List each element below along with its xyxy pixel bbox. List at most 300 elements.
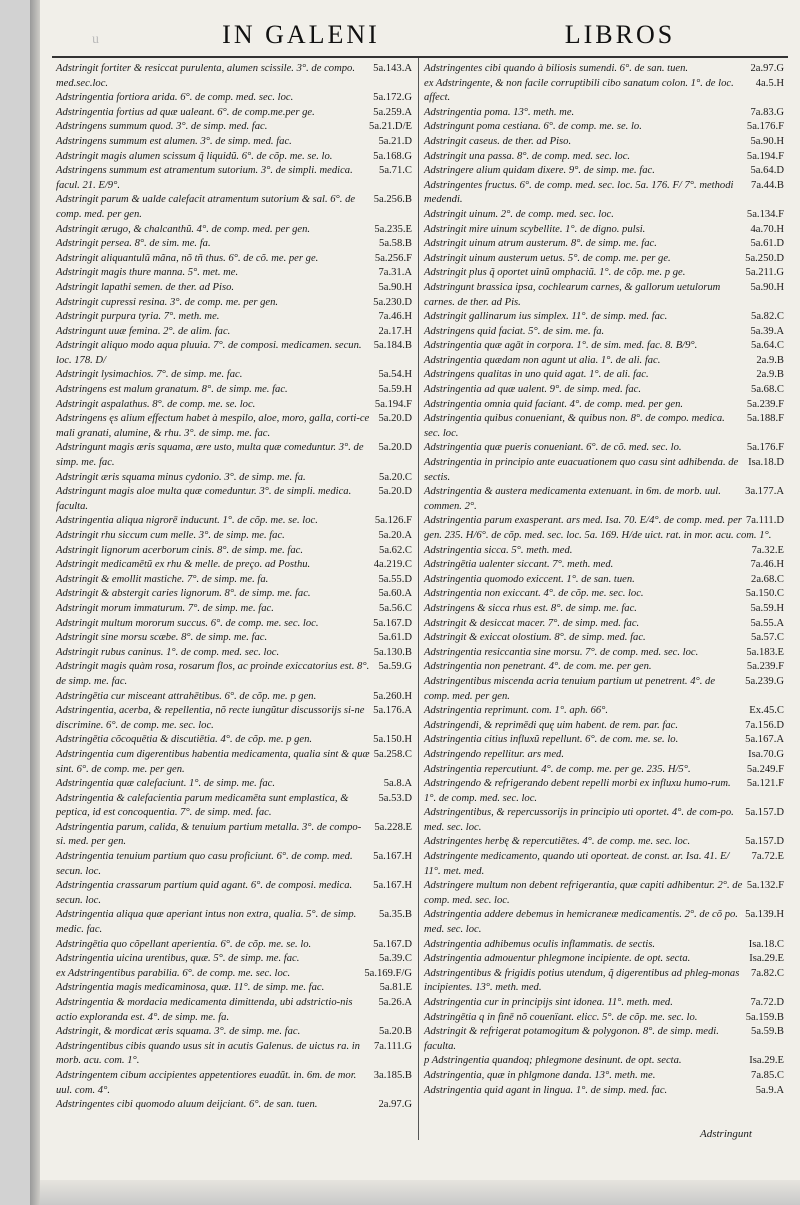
entry-reference: 5a.64.C: [751, 340, 784, 352]
entry-reference: 5a.126.F: [374, 515, 412, 527]
index-entry: [424, 310, 784, 325]
index-entry: [56, 325, 412, 340]
entry-reference: 5a.71.C: [379, 165, 412, 177]
entry-reference: 5a.21.D: [378, 135, 412, 147]
index-entry: [56, 777, 412, 792]
index-entry: [56, 996, 412, 1025]
entry-text: Adstringit gallinarum ius simplex. 11°. de simp. med. fac.: [424, 311, 668, 323]
index-entry: [56, 164, 412, 193]
index-entry: [424, 383, 784, 398]
entry-reference: 5a.59.G: [378, 661, 412, 673]
index-entry: [424, 908, 784, 937]
entry-reference: 5a.8.A: [383, 778, 412, 790]
entry-text: Adstringentibus miscenda acria tenuium partium ut penetrent. 4°. de comp. med. per gen.: [424, 675, 716, 702]
index-entry: [56, 704, 412, 733]
entry-text: Adstringit sine morsu scæbe. 8°. de simp. me. fac.: [56, 632, 268, 644]
index-entry: [424, 281, 784, 310]
index-entry: [424, 150, 784, 165]
index-entry: [424, 485, 784, 514]
entry-text: Adstringit parum & ualde calefacit atramentum sutorium & sal. 6°. de comp. med. per gen.: [56, 194, 356, 220]
index-entry: [424, 456, 784, 485]
entry-reference: 5a.59.H: [378, 384, 412, 396]
entry-text: Adstringētia cur misceant attrahētibus. 6°. de cõp. me. p gen.: [56, 690, 317, 702]
index-entry: [56, 485, 412, 514]
index-entry: [424, 675, 784, 704]
entry-text: Adstringit magis alumen scissum q̃ liquidũ. 6°. de cõp. me. se. lo.: [56, 150, 333, 162]
entry-reference: 5a.61.D: [750, 238, 784, 250]
index-entry: [424, 514, 784, 543]
entry-text: Adstringentes cibi quando à biliosis sumendi. 6°. de san. tuen.: [424, 63, 689, 74]
entry-text: Adstringit cupressi resina. 3°. de comp. me. per gen.: [56, 296, 279, 308]
entry-reference: 5a.20.C: [379, 471, 412, 483]
entry-text: Adstringentia & calefacientia parum medicamēta sunt emplastica, & peptica, id est concoquentia. 7°. de simp. med. fac.: [56, 792, 349, 819]
entry-text: Adstringentia cum digerentibus habentia medicamenta, qualia sint & quæ sint. 6°. de comp. me. per gen.: [56, 748, 370, 775]
entry-reference: 5a.143.A: [373, 63, 412, 74]
index-entry: [56, 281, 412, 296]
entry-reference: 5a.21.D/E: [369, 121, 412, 133]
header-rule: [52, 56, 788, 58]
index-entry: [424, 617, 784, 632]
running-header-right: LIBROS: [564, 20, 676, 49]
entry-text: Adstringit & abstergit caries lignorum. 8°. de simp. me. fac.: [56, 588, 311, 600]
entry-reference: 5a.211.G: [745, 267, 784, 279]
index-entry: [56, 398, 412, 413]
index-entry: [56, 631, 412, 646]
index-entry: [56, 981, 412, 996]
entry-reference: 5a.39.C: [379, 953, 412, 965]
entry-text: Adstringit & desiccat macer. 7°. de simp. med. fac.: [424, 617, 640, 629]
entry-reference: 7a.156.D: [745, 719, 784, 731]
entry-reference: 5a.26.A: [378, 997, 412, 1008]
entry-reference: 5a.194.F: [374, 398, 412, 410]
entry-reference: 5a.134.F: [746, 208, 784, 220]
index-entry: [56, 296, 412, 311]
index-entry: [424, 748, 784, 763]
index-entry: [56, 106, 412, 121]
entry-text: Adstringit magis thure manna. 5°. met. me.: [56, 267, 239, 279]
index-entry: [56, 193, 412, 222]
entry-text: Adstringit aliquantulũ mãna, nõ tñ thus. 6°. de cõ. me. per ge.: [56, 252, 319, 264]
index-entry: [424, 631, 784, 646]
entry-text: Adstringentia, quæ in phlgmone danda. 13°. meth. me.: [424, 1069, 656, 1081]
index-entry: [424, 106, 784, 121]
entry-text: Adstringentia resiccantia sine morsu. 7°. de comp. med. sec. loc.: [424, 646, 699, 658]
entry-text: Adstringētia quo cõpellant aperientia. 6°. de cõp. me. se. lo.: [56, 938, 312, 950]
entry-reference: 2a.68.C: [751, 573, 784, 585]
index-entry: [56, 471, 412, 486]
entry-reference: 5a.169.F/G: [364, 967, 412, 979]
entry-reference: 5a.167.H: [373, 880, 412, 892]
entry-reference: 5a.90.H: [378, 281, 412, 293]
index-entry: [424, 602, 784, 617]
entry-text: Adstringētia ualenter siccant. 7°. meth. med.: [424, 559, 614, 571]
entry-text: Adstringens summum est atramentum sutorium. 3°. de simpli. medica. facul. 21. E/9°.: [56, 165, 353, 191]
entry-reference: 5a.183.E: [746, 646, 784, 658]
index-entry: [56, 967, 412, 982]
entry-text: Adstringit persea. 8°. de sim. me. fa.: [56, 238, 211, 250]
entry-text: Adstringit, & mordicat æris squama. 3°. de simp. me. fac.: [56, 1026, 301, 1038]
entry-text: Adstringit rhu siccum cum melle. 3°. de simp. me. fac.: [56, 530, 285, 541]
index-entry: [56, 617, 412, 632]
entry-reference: 5a.176.F: [746, 121, 784, 133]
entry-reference: 5a.35.B: [379, 909, 412, 921]
index-entry: [56, 733, 412, 748]
index-entry: [424, 1025, 784, 1054]
entry-text: Adstringente medicamento, quando uti oporteat. de const. ar. Isa. 41. E/ 11°. met. med.: [424, 851, 730, 877]
index-entry: [424, 850, 784, 879]
index-entry: [56, 558, 412, 573]
page-bottom-edge: [40, 1180, 800, 1205]
entry-text: Adstringit rubus caninus. 1°. de comp. med. sec. loc.: [56, 646, 280, 658]
index-entry: [56, 938, 412, 953]
entry-text: Adstringit plus q̃ oportet uinũ omphaciũ. 1°. de cõp. me. p ge.: [424, 267, 686, 279]
entry-reference: 5a.176.A: [373, 705, 412, 717]
entry-reference: 5a.60.A: [378, 588, 412, 600]
index-entry: [56, 1040, 412, 1069]
entry-reference: 5a.258.C: [373, 748, 412, 760]
entry-text: Adstringit morum immaturum. 7°. de simp. me. fac.: [56, 602, 274, 614]
entry-reference: 5a.256.B: [373, 194, 412, 206]
index-entry: [424, 120, 784, 135]
entry-reference: Ex.45.C: [749, 705, 784, 717]
entry-reference: 5a.239.F: [746, 661, 784, 673]
entry-reference: 7a.72.E: [751, 851, 784, 863]
entry-reference: 5a.188.F: [746, 413, 784, 425]
entry-reference: 5a.230.D: [373, 296, 412, 308]
index-entry: [424, 62, 784, 77]
entry-text: Adstringit medicamētũ ex rhu & melle. de preço. ad Posthu.: [56, 559, 311, 571]
entry-text: Adstringentia sicca. 5°. meth. med.: [424, 544, 573, 556]
entry-reference: 5a.62.C: [379, 544, 412, 556]
entry-reference: 7a.82.C: [751, 967, 784, 979]
entry-text: Adstringendo & refrigerando debent repelli morbi ex influxu humo-rum. 1°. de comp. med. sec. loc.: [424, 778, 731, 804]
entry-reference: 5a.55.A: [750, 617, 784, 629]
entry-reference: 5a.172.G: [373, 92, 412, 104]
entry-reference: 5a.139.H: [745, 909, 784, 921]
entry-text: Adstringens summum quod. 3°. de simp. med. fac.: [56, 121, 268, 133]
entry-reference: 5a.167.D: [373, 617, 412, 629]
entry-reference: 7a.111.G: [373, 1040, 412, 1052]
index-entry: [56, 792, 412, 821]
entry-text: Adstringit uinum. 2°. de comp. med. sec. loc.: [424, 208, 614, 220]
entry-reference: 7a.72.D: [750, 997, 784, 1008]
index-entry: [424, 398, 784, 413]
index-entry: [424, 208, 784, 223]
entry-reference: Isa.29.E: [749, 1055, 784, 1067]
index-entry: [424, 266, 784, 281]
entry-text: Adstringunt magis aloe multa quæ comeduntur. 3°. de simpli. medica. faculta.: [56, 486, 352, 512]
index-entry: [56, 441, 412, 470]
entry-reference: Isa.70.G: [748, 748, 784, 760]
entry-reference: 5a.132.F: [746, 880, 784, 892]
entry-reference: 5a.167.D: [373, 938, 412, 950]
entry-text: Adstringentem cibum accipientes appetentiores euadũt. in. 6m. de mor. uul. com. 4°.: [56, 1069, 357, 1096]
entry-text: Adstringentibus & frigidis potius utendum, q̃ digerentibus ad phleg-monas incipientes. 13°. meth. med.: [424, 967, 740, 994]
index-entry: [56, 850, 412, 879]
index-entry: [56, 368, 412, 383]
column-divider: [418, 58, 419, 1140]
entry-reference: 5a.58.B: [379, 238, 412, 250]
entry-reference: 5a.68.C: [751, 384, 784, 396]
entry-text: Adstringunt poma cestiana. 6°. de comp. me. se. lo.: [424, 121, 642, 133]
index-entry: [424, 325, 784, 340]
index-column-left: [56, 62, 412, 1113]
entry-reference: 5a.228.E: [374, 821, 412, 833]
index-entry: [424, 704, 784, 719]
entry-text: Adstringentia, acerba, & repellentia, nõ recte iungũtur discussorijs si-ne discrimine. 6°. de comp. me. sec. loc.: [56, 705, 365, 731]
entry-text: Adstringentia citius influxũ repellunt. 6°. de com. me. se. lo.: [424, 734, 679, 746]
index-entry: [56, 310, 412, 325]
entry-reference: 5a.20.D: [378, 413, 412, 425]
index-entry: [424, 646, 784, 661]
entry-text: Adstringentia quæ pueris conueniant. 6°. de cõ. med. sec. lo.: [424, 442, 682, 454]
entry-text: Adstringentia parum exasperant. ars med. Isa. 70. E/4°. de comp. med. per gen. 235. H/6°. de cõp. med. sec. loc. 5a. 169. H/de uict. rat. in mor. acu. com. 1°.: [424, 515, 772, 541]
index-entry: [56, 383, 412, 398]
index-entry: [56, 529, 412, 544]
entry-text: Adstringit caseus. de ther. ad Piso.: [424, 135, 572, 147]
entry-text: Adstringit lapathi semen. de ther. ad Piso.: [56, 281, 235, 293]
entry-reference: 3a.185.B: [373, 1069, 412, 1081]
index-entry: [56, 544, 412, 559]
entry-reference: 5a.176.F: [746, 442, 784, 454]
index-entry: [424, 135, 784, 150]
entry-text: Adstringit multum mororum succus. 6°. de comp. me. sec. loc.: [56, 617, 319, 629]
entry-reference: 5a.59.H: [750, 602, 784, 614]
index-entry: [424, 412, 784, 441]
index-entry: [424, 952, 784, 967]
index-entry: [424, 223, 784, 238]
index-entry: [56, 223, 412, 238]
index-entry: [56, 135, 412, 150]
entry-reference: 2a.9.B: [756, 369, 784, 381]
index-entry: [424, 237, 784, 252]
entry-reference: 5a.239.F: [746, 398, 784, 410]
entry-reference: 5a.9.A: [755, 1084, 784, 1096]
index-entry: [424, 719, 784, 734]
entry-reference: 5a.59.B: [751, 1026, 784, 1038]
index-entry: [424, 441, 784, 456]
entry-text: Adstringit aliquo modo aqua pluuia. 7°. de composi. medicamen. secun. loc. 178. D/: [56, 340, 362, 366]
entry-reference: 5a.184.B: [373, 340, 412, 352]
index-entry: [424, 1084, 784, 1099]
entry-reference: 5a.20.A: [378, 530, 412, 541]
entry-reference: 5a.53.D: [378, 792, 412, 804]
index-entry: [56, 646, 412, 661]
entry-text: Adstringit æris squama minus cydonio. 3°. de simp. me. fa.: [56, 471, 306, 483]
entry-reference: 7a.83.G: [750, 106, 784, 118]
entry-reference: 5a.64.D: [750, 165, 784, 177]
entry-text: Adstringens ęs alium effectum habet à mespilo, aloe, moro, galla, corti-ce mali granati, alumine, & rhu. 3°. de simp. me. fac.: [56, 413, 370, 439]
entry-reference: 5a.90.H: [750, 135, 784, 147]
entry-reference: 7a.46.H: [378, 311, 412, 323]
index-entry: [424, 733, 784, 748]
entry-reference: 5a.194.F: [746, 150, 784, 162]
index-entry: [424, 1011, 784, 1026]
entry-reference: Isa.18.D: [748, 457, 784, 469]
index-entry: [56, 91, 412, 106]
entry-reference: 5a.20.B: [379, 1026, 412, 1038]
index-entry: [424, 164, 784, 179]
entry-reference: 5a.167.H: [373, 851, 412, 863]
index-entry: [56, 412, 412, 441]
entry-reference: 5a.20.D: [378, 486, 412, 498]
entry-text: Adstringētia cõcoquētia & discutiētia. 4°. de cõp. me. p gen.: [56, 734, 313, 746]
entry-reference: Isa.29.E: [749, 953, 784, 965]
index-entry: [56, 660, 412, 689]
index-entry: [424, 558, 784, 573]
entry-text: Adstringens est malum granatum. 8°. de simp. me. fac.: [56, 384, 288, 396]
entry-reference: 7a.46.H: [750, 559, 784, 571]
entry-text: Adstringit mire uinum scybellite. 1°. de digno. pulsi.: [424, 223, 646, 235]
entry-text: Adstringentibus cibis quando usus sit in acutis Galenus. de uictus ra. in morb. acu. com. 1°.: [56, 1040, 360, 1067]
entry-reference: 5a.54.H: [378, 369, 412, 381]
entry-reference: 5a.150.C: [745, 588, 784, 600]
entry-text: Adstringentia tenuium partium quo casu proficiunt. 6°. de comp. med. secun. loc.: [56, 851, 353, 877]
entry-text: Adstringentia quædam non agunt ut alia. 1°. de ali. fac.: [424, 354, 661, 366]
index-entry: [56, 748, 412, 777]
entry-text: Adstringentia fortiora arida. 6°. de comp. med. sec. loc.: [56, 92, 294, 104]
index-entry: [424, 967, 784, 996]
entry-text: Adstringendi, & reprimēdi quę uim habent. de rem. par. fac.: [424, 719, 679, 731]
index-entry: [56, 690, 412, 705]
index-entry: [56, 1069, 412, 1098]
entry-reference: 5a.57.C: [751, 632, 784, 644]
entry-reference: 5a.56.C: [379, 602, 412, 614]
entry-reference: 7a.85.C: [751, 1069, 784, 1081]
index-entry: [56, 237, 412, 252]
index-entry: [56, 514, 412, 529]
entry-text: Adstringentia uicina urentibus, quæ. 5°. de simp. me. fac.: [56, 953, 300, 965]
index-entry: [424, 763, 784, 778]
entry-text: Adstringere alium quidam dixere. 9°. de simp. me. fac.: [424, 165, 655, 177]
entry-reference: 5a.167.A: [745, 734, 784, 746]
entry-text: Adstringentia quibus conueniant, & quibus non. 8°. de compo. medica. sec. loc.: [424, 413, 725, 439]
catchword: Adstringunt: [700, 1128, 752, 1140]
index-entry: [424, 179, 784, 208]
entry-text: Adstringens quid faciat. 5°. de sim. me. fa.: [424, 325, 605, 337]
entry-text: Adstringit & exiccat olostium. 8°. de simp. med. fac.: [424, 632, 646, 644]
entry-text: Adstringentia & mordacia medicamenta dimittenda, ubi adstrictio-nis actio exploranda est. 4°. de simp. me. fa.: [56, 997, 353, 1023]
entry-text: Adstringentia magis medicaminosa, quæ. 11°. de simp. me. fac.: [56, 982, 325, 994]
index-entry: [56, 908, 412, 937]
entry-text: Adstringunt brassica ipsa, cochlearum carnes, & gallorum uetulorum carnes. de ther. ad Pis.: [424, 281, 721, 308]
index-entry: [56, 150, 412, 165]
entry-text: Adstringentia quomodo exiccent. 1°. de san. tuen.: [424, 573, 635, 585]
entry-text: Adstringentia quæ calefaciunt. 1°. de simp. me. fac.: [56, 778, 276, 790]
entry-reference: 7a.44.B: [751, 179, 784, 191]
entry-text: Adstringens qualitas in uno quid agat. 1°. de ali. fac.: [424, 369, 649, 381]
entry-reference: 5a.55.D: [378, 573, 412, 585]
entry-reference: 5a.250.D: [745, 252, 784, 264]
entry-reference: 4a.70.H: [750, 223, 784, 235]
entry-reference: 2a.17.H: [378, 325, 412, 337]
entry-text: Adstringentes cibi quomodo aluum deijciant. 6°. de san. tuen.: [56, 1099, 318, 1111]
index-entry: [424, 77, 784, 106]
entry-reference: 5a.168.G: [373, 150, 412, 162]
entry-text: ex Adstringentibus parabilia. 6°. de comp. me. sec. loc.: [56, 967, 291, 979]
entry-text: Adstringens summum est alumen. 3°. de simp. med. fac.: [56, 135, 292, 147]
entry-reference: 5a.121.F: [746, 778, 784, 790]
entry-text: Adstringit uinum austerum uetus. 5°. de comp. me. per ge.: [424, 252, 671, 264]
entry-text: Adstringentia repercutiunt. 4°. de comp. me. per ge. 235. H/5°.: [424, 763, 691, 775]
index-entry: [424, 806, 784, 835]
entry-text: Adstringit purpura tyria. 7°. meth. me.: [56, 311, 220, 323]
entry-reference: 4a.219.C: [373, 559, 412, 571]
index-entry: [424, 835, 784, 850]
entry-text: Adstringentia aliqua quæ aperiant intus non extra, qualia. 5°. de simp. medic. fac.: [56, 909, 357, 936]
index-entry: [424, 339, 784, 354]
entry-text: Adstringentia admouentur phlegmone incipiente. de opt. secta.: [424, 953, 691, 965]
entry-reference: 5a.130.B: [373, 646, 412, 658]
index-entry: [424, 938, 784, 953]
entry-text: Adstringentia poma. 13°. meth. me.: [424, 106, 575, 118]
entry-text: Adstringentes herbę & repercutiētes. 4°. de comp. me. sec. loc.: [424, 836, 691, 848]
entry-reference: 5a.61.D: [378, 632, 412, 644]
entry-text: Adstringentes fructus. 6°. de comp. med. sec. loc. 5a. 176. F/ 7°. methodi medendi.: [424, 179, 734, 206]
entry-reference: 7a.32.E: [751, 544, 784, 556]
entry-reference: 5a.260.H: [373, 690, 412, 702]
entry-reference: Isa.18.C: [748, 938, 784, 950]
entry-reference: 7a.111.D: [745, 515, 784, 527]
entry-text: Adstringentia quæ agāt in corpora. 1°. de sim. med. fac. 8. B/9°.: [424, 340, 698, 352]
entry-text: Adstringentibus, & repercussorijs in principio uti oportet. 4°. de com-po. med. sec. loc.: [424, 807, 734, 833]
index-column-right: [424, 62, 784, 1098]
index-entry: [56, 339, 412, 368]
index-entry: [424, 587, 784, 602]
entry-reference: 5a.259.A: [373, 106, 412, 118]
entry-text: ex Adstringente, & non facile corruptibili cibo sanatum colon. 1°. de loc. affect.: [424, 77, 734, 104]
entry-reference: 5a.150.H: [373, 734, 412, 746]
entry-text: Adstringētia q in finē nõ couenïant. elicc. 5°. de cõp. me. sec. lo.: [424, 1011, 698, 1023]
index-entry: [424, 354, 784, 369]
index-entry: [424, 1054, 784, 1069]
entry-text: Adstringentia parum, calida, & tenuium partium metalla. 3°. de compo-si. med. per gen.: [56, 821, 362, 848]
entry-text: Adstringentia fortius ad quæ ualeant. 6°. de comp.me.per ge.: [56, 106, 315, 118]
index-entry: [424, 573, 784, 588]
index-entry: [56, 879, 412, 908]
entry-reference: 5a.157.D: [745, 807, 784, 819]
entry-text: Adstringit uinum atrum austerum. 8°. de simp. me. fac.: [424, 238, 657, 250]
entry-reference: 5a.81.E: [379, 982, 412, 994]
entry-text: Adstringit magis quàm rosa, rosarum flos, ac proinde exiccatorius est. 8°. de simp. me. fac.: [56, 661, 370, 687]
entry-text: Adstringentia ad quæ ualent. 9°. de simp. med. fac.: [424, 384, 641, 396]
entry-text: p Adstringentia quandoq; phlegmone desinunt. de opt. secta.: [424, 1055, 682, 1067]
entry-reference: 2a.97.G: [750, 63, 784, 74]
entry-text: Adstringunt uuæ femina. 2°. de alim. fac.: [56, 325, 231, 337]
entry-reference: 2a.9.B: [756, 354, 784, 366]
entry-text: Adstringit una passa. 8°. de comp. med. sec. loc.: [424, 150, 631, 162]
index-entry: [424, 1069, 784, 1084]
entry-text: Adstringentia non exiccant. 4°. de cõp. me. sec. loc.: [424, 588, 644, 600]
index-entry: [56, 587, 412, 602]
index-entry: [56, 952, 412, 967]
entry-text: Adstringentia omnia quid faciant. 4°. de comp. med. per gen.: [424, 398, 684, 410]
index-entry: [56, 1098, 412, 1113]
index-entry: [424, 660, 784, 675]
entry-text: Adstringentia quid agant in lingua. 1°. de simp. med. fac.: [424, 1084, 668, 1096]
entry-text: Adstringentia non penetrant. 4°. de com. me. per gen.: [424, 661, 652, 673]
entry-text: Adstringit ærugo, & chalcanthũ. 4°. de comp. med. per gen.: [56, 223, 311, 235]
entry-text: Adstringere multum non debent refrigerantia, quæ capiti adhibentur. 2°. de comp. med. sec. loc.: [424, 880, 743, 906]
entry-text: Adstringentia in principio ante euacuationem quo casu sint adhibenda. de sectis.: [424, 457, 739, 483]
entry-reference: 2a.97.G: [378, 1099, 412, 1111]
entry-text: Adstringentia aliqua nigrorē inducunt. 1°. de cõp. me. se. loc.: [56, 515, 318, 527]
index-entry: [424, 544, 784, 559]
entry-reference: 5a.235.E: [374, 223, 412, 235]
entry-text: Adstringentia crassarum partium quid agant. 6°. de composi. medica. secun. loc.: [56, 880, 353, 906]
entry-text: Adstringentia reprimunt. com. 1°. aph. 66°.: [424, 705, 609, 717]
entry-reference: 4a.5.H: [755, 77, 784, 89]
